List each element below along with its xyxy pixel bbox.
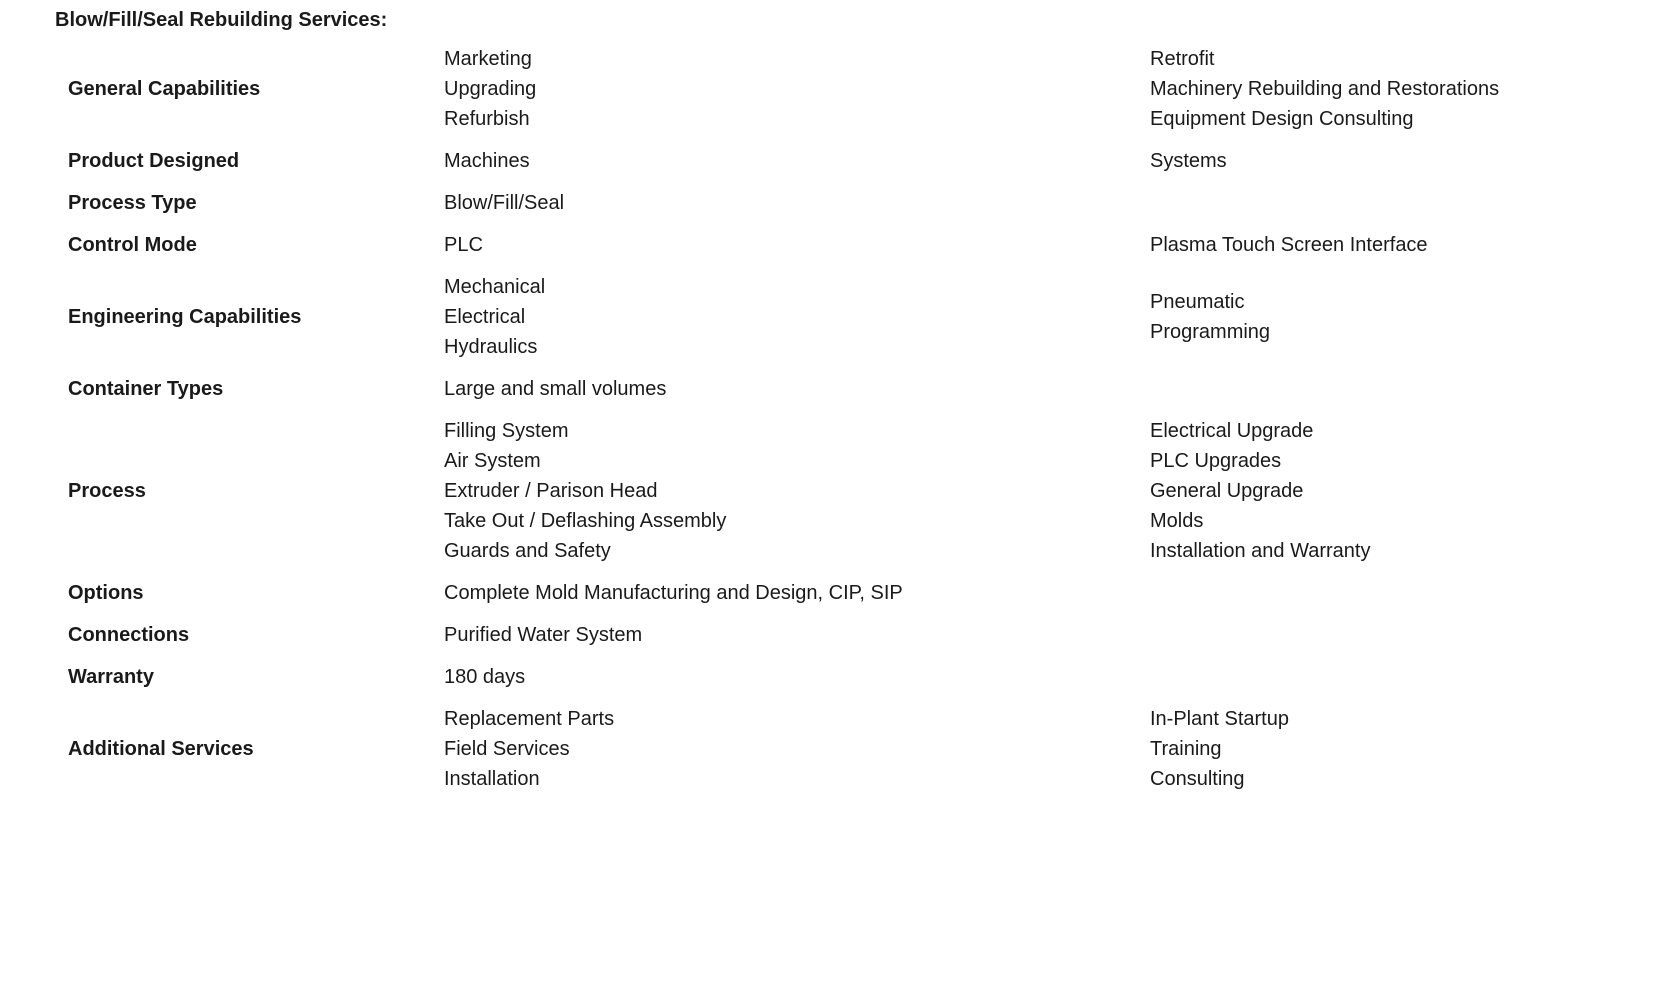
value-item: Guards and Safety <box>444 540 611 562</box>
table-row <box>56 698 1616 800</box>
value-item: Electrical <box>444 306 526 328</box>
value-item: Refurbish <box>444 108 530 130</box>
value-item: Complete Mold Manufacturing and Design, CIP, SIP <box>444 582 903 604</box>
values-column-1 <box>432 698 1138 800</box>
value-item: Molds <box>1150 510 1204 532</box>
values-column-2 <box>1138 410 1616 572</box>
value-item: Field Services <box>444 738 570 760</box>
values-column-1 <box>432 614 1138 656</box>
row-label: Options <box>68 582 144 604</box>
value-item: Hydraulics <box>444 336 538 358</box>
table-row <box>56 38 1616 140</box>
values-column-1 <box>432 140 1138 182</box>
row-label: Engineering Capabilities <box>68 306 302 328</box>
row-label: Process Type <box>68 192 197 214</box>
row-label: Control Mode <box>68 234 197 256</box>
table-row <box>56 224 1616 266</box>
value-item: Pneumatic <box>1150 291 1245 313</box>
row-label: Process <box>68 480 146 502</box>
values-column-2 <box>1138 614 1616 656</box>
values-column-1 <box>432 572 1138 614</box>
value-item: Marketing <box>444 48 532 70</box>
value-item: In-Plant Startup <box>1150 708 1289 730</box>
value-item: General Upgrade <box>1150 480 1304 502</box>
values-column-1 <box>432 38 1138 140</box>
value-item: Consulting <box>1150 768 1245 790</box>
values-column-1 <box>432 224 1138 266</box>
values-column-1 <box>432 656 1138 698</box>
value-item: Filling System <box>444 420 569 442</box>
values-column-2 <box>1138 182 1616 224</box>
value-item: PLC Upgrades <box>1150 450 1282 472</box>
values-column-2 <box>1138 38 1616 140</box>
table-row <box>56 614 1616 656</box>
value-item: Systems <box>1150 150 1227 172</box>
capabilities-table <box>56 38 1616 800</box>
value-item: Take Out / Deflashing Assembly <box>444 510 727 532</box>
values-column-2 <box>1138 572 1616 614</box>
value-item: PLC <box>444 234 483 256</box>
value-item: Extruder / Parison Head <box>444 480 658 502</box>
row-label: Additional Services <box>68 738 254 760</box>
value-item: Air System <box>444 450 541 472</box>
value-item: Replacement Parts <box>444 708 615 730</box>
value-item: Installation and Warranty <box>1150 540 1371 562</box>
table-row <box>56 266 1616 368</box>
row-label: General Capabilities <box>68 78 261 100</box>
table-row <box>56 182 1616 224</box>
value-item: Machines <box>444 150 530 172</box>
value-item: Training <box>1150 738 1222 760</box>
capabilities-table-body <box>56 38 1616 800</box>
table-row <box>56 368 1616 410</box>
value-item: Plasma Touch Screen Interface <box>1150 234 1428 256</box>
page-title: Blow/Fill/Seal Rebuilding Services: <box>55 9 388 31</box>
values-column-1 <box>432 182 1138 224</box>
values-column-1 <box>432 266 1138 368</box>
value-item: Upgrading <box>444 78 537 100</box>
row-label: Connections <box>68 624 190 646</box>
values-column-2 <box>1138 224 1616 266</box>
table-row <box>56 140 1616 182</box>
value-item: Machinery Rebuilding and Restorations <box>1150 78 1500 100</box>
values-column-2 <box>1138 368 1616 410</box>
table-row <box>56 572 1616 614</box>
values-column-1 <box>432 368 1138 410</box>
values-column-1 <box>432 410 1138 572</box>
values-column-2 <box>1138 140 1616 182</box>
value-item: Purified Water System <box>444 624 643 646</box>
row-label: Product Designed <box>68 150 240 172</box>
value-item: Mechanical <box>444 276 546 298</box>
value-item: Equipment Design Consulting <box>1150 108 1414 130</box>
value-item: Electrical Upgrade <box>1150 420 1314 442</box>
table-row <box>56 410 1616 572</box>
value-item: 180 days <box>444 666 526 688</box>
value-item: Retrofit <box>1150 48 1215 70</box>
value-item: Blow/Fill/Seal <box>444 192 565 214</box>
value-item: Programming <box>1150 321 1271 343</box>
values-column-2 <box>1138 656 1616 698</box>
table-row <box>56 656 1616 698</box>
values-column-2 <box>1138 266 1616 368</box>
row-label: Container Types <box>68 378 224 400</box>
row-label: Warranty <box>68 666 154 688</box>
value-item: Large and small volumes <box>444 378 667 400</box>
values-column-2 <box>1138 698 1616 800</box>
value-item: Installation <box>444 768 540 790</box>
